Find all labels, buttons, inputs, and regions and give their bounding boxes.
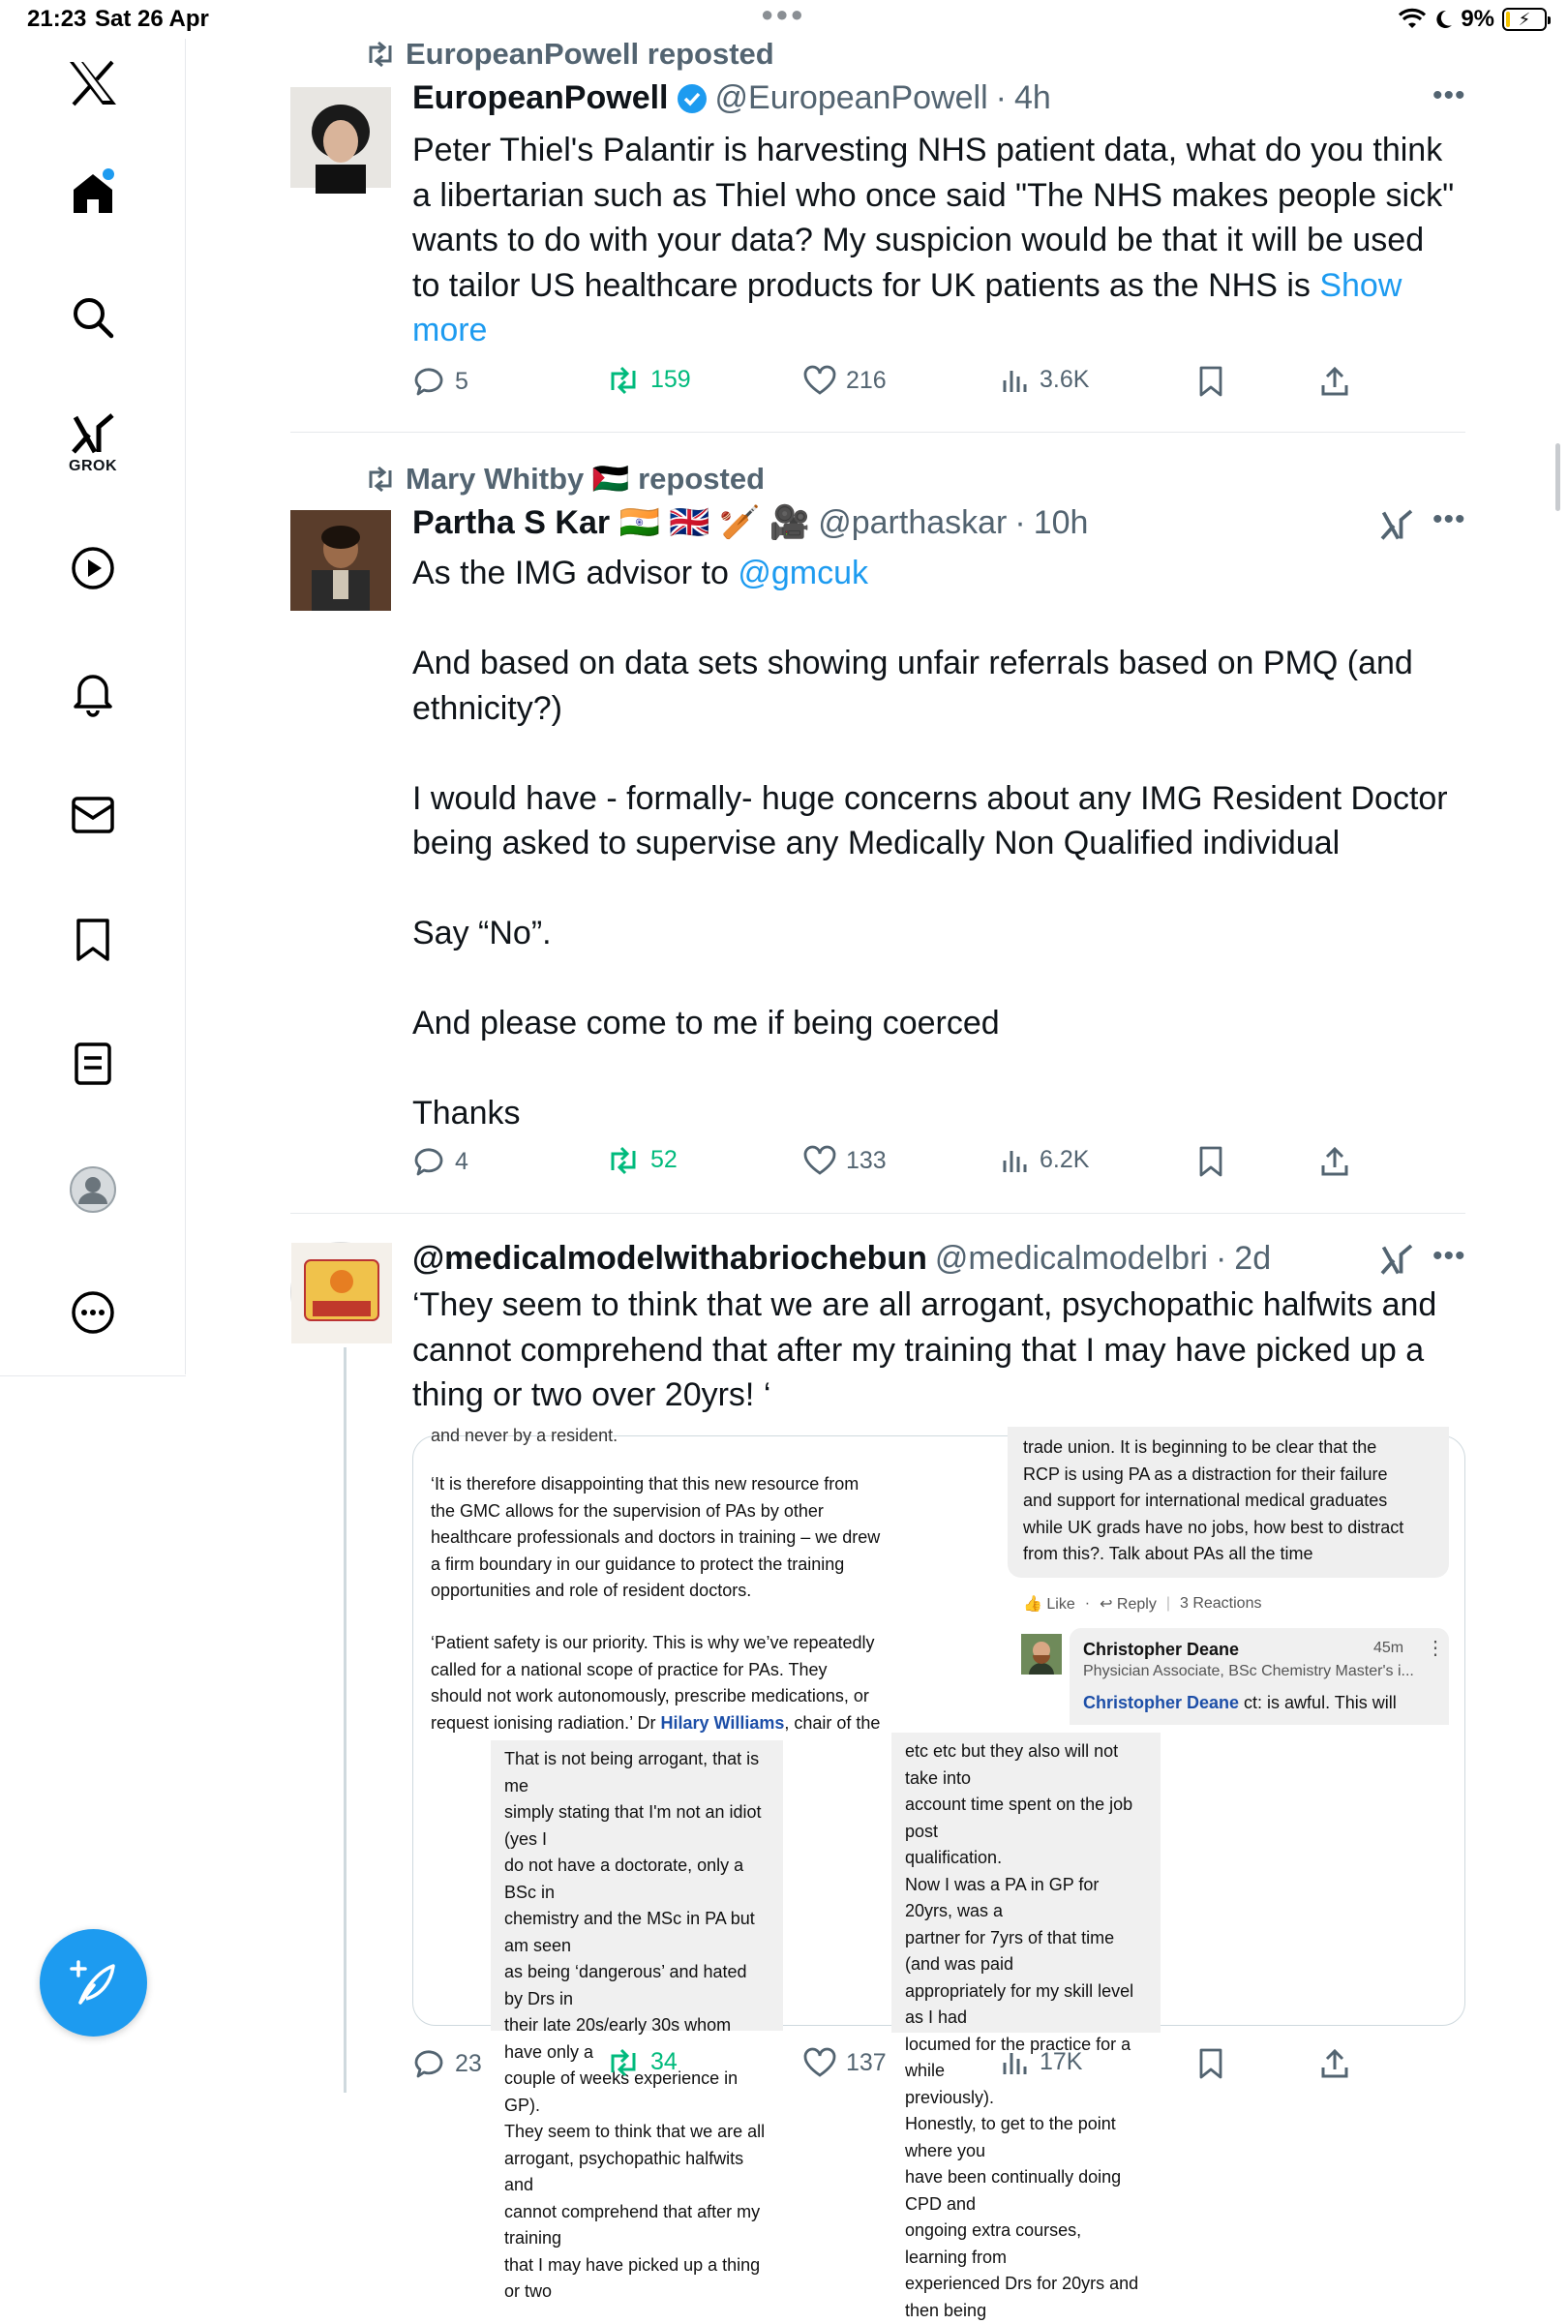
repost-icon bbox=[606, 2049, 641, 2076]
scrollbar-thumb[interactable] bbox=[1555, 443, 1560, 511]
like-count: 133 bbox=[846, 1146, 887, 1174]
avatar-photo bbox=[290, 87, 391, 188]
reply-icon bbox=[412, 366, 445, 397]
view-count: 3.6K bbox=[1040, 366, 1090, 393]
media-left-para-2-text: ‘Patient safety is our priority. This is why we’ve repeatedly called for a national scope of practice for PAs. They should not work autonomously, prescribe medications, or request ionising radiation.’ Dr bbox=[431, 1633, 875, 1733]
media-left-para-1: ‘It is therefore disappointing that this new resource from the GMC allows for the supervision of PAs by other healthcare professionals and doctors in training – we drew a firm boundary in our guidance to protect the training opportunities and role of resident doctors. bbox=[431, 1474, 881, 1600]
post-text bbox=[412, 128, 1477, 353]
post-time[interactable]: 2d bbox=[1234, 1240, 1272, 1277]
sidebar-item-grok[interactable] bbox=[0, 413, 186, 475]
view-count: 17K bbox=[1040, 2048, 1083, 2075]
post-actions bbox=[412, 366, 1380, 405]
avatar-logo bbox=[291, 1243, 392, 1343]
sidebar-item-explore[interactable] bbox=[0, 295, 186, 340]
media-commenter-line bbox=[1083, 1690, 1397, 1717]
battery-icon: ⚡ bbox=[1502, 8, 1547, 31]
author-name[interactable]: Partha S Kar 🇮🇳 🇬🇧 🏏 🎥 bbox=[412, 504, 811, 541]
profile-icon bbox=[69, 1165, 117, 1214]
repost-button[interactable] bbox=[606, 1146, 678, 1174]
share-icon bbox=[1320, 1146, 1349, 1177]
media-reply: ↩ Reply bbox=[1100, 1596, 1157, 1613]
media-name-link: Hilary Williams bbox=[660, 1712, 785, 1733]
reply-button[interactable] bbox=[412, 366, 468, 397]
author-name[interactable]: @medicalmodelwithabriochebun bbox=[412, 1240, 927, 1277]
mention-link[interactable]: @gmcuk bbox=[738, 555, 869, 591]
share-icon bbox=[1320, 366, 1349, 397]
share-button[interactable] bbox=[1320, 2048, 1349, 2079]
sidebar-item-profile[interactable] bbox=[0, 1165, 186, 1214]
play-icon bbox=[71, 546, 115, 590]
more-icon bbox=[71, 1290, 115, 1335]
media-commenter-avatar bbox=[1021, 1634, 1062, 1675]
grok-explain-button[interactable] bbox=[1379, 1244, 1414, 1282]
bookmark-button[interactable] bbox=[1198, 366, 1223, 397]
x-logo[interactable] bbox=[0, 60, 186, 106]
media-left-para-2-end: , chair of the bbox=[784, 1712, 881, 1733]
media-comment-actions bbox=[1023, 1594, 1261, 1614]
avatar[interactable] bbox=[290, 510, 391, 611]
post-actions bbox=[412, 1146, 1380, 1185]
media-comment-top-right: trade union. It is beginning to be clear that the RCP is using PA as a distraction for their failure and support for international medical graduates while UK grads have no jobs, how best to distract from this?. Talk about PAs all the time bbox=[1008, 1427, 1449, 1578]
author-name[interactable]: EuropeanPowell bbox=[412, 79, 669, 116]
repost-button[interactable] bbox=[606, 366, 691, 394]
repost-icon bbox=[365, 42, 396, 67]
bookmark-button[interactable] bbox=[1198, 1146, 1223, 1177]
search-icon bbox=[71, 295, 115, 340]
views-icon bbox=[1001, 367, 1030, 394]
like-button[interactable] bbox=[803, 366, 887, 395]
media-commenter-name: Christopher Deane bbox=[1083, 1640, 1240, 1659]
avatar[interactable] bbox=[290, 1242, 391, 1343]
status-bar bbox=[0, 0, 1568, 39]
repost-count: 52 bbox=[650, 1146, 678, 1173]
sidebar-item-lists[interactable] bbox=[0, 1041, 186, 1086]
repost-by[interactable]: EuropeanPowell reposted bbox=[406, 37, 774, 71]
show-more-link-cont[interactable]: more bbox=[412, 312, 488, 348]
like-button[interactable] bbox=[803, 2048, 887, 2077]
sidebar-item-more[interactable] bbox=[0, 1290, 186, 1335]
reply-count: 4 bbox=[455, 1147, 468, 1175]
grok-icon bbox=[70, 413, 116, 456]
post-header bbox=[412, 79, 1051, 117]
media-commenter-title: Physician Associate, BSc Chemistry Master's i... bbox=[1083, 1663, 1414, 1679]
author-handle[interactable]: @parthaskar bbox=[818, 503, 1008, 541]
thread-connector bbox=[344, 1347, 347, 2093]
compose-button[interactable] bbox=[40, 1929, 147, 2037]
media-left-para-2 bbox=[431, 1630, 973, 1733]
like-button[interactable] bbox=[803, 1146, 887, 1175]
mail-icon bbox=[71, 796, 115, 834]
media-commenter-mention: Christopher Deane bbox=[1083, 1693, 1240, 1712]
repost-by[interactable]: Mary Whitby 🇵🇸 reposted bbox=[406, 462, 766, 496]
repost-count: 34 bbox=[650, 2048, 678, 2075]
repost-indicator bbox=[365, 461, 765, 497]
multitask-dots-icon[interactable]: ●●● bbox=[761, 2, 805, 26]
post-more-button[interactable]: ••• bbox=[1432, 503, 1466, 535]
reply-icon bbox=[412, 1146, 445, 1177]
status-time: 21:23 bbox=[27, 6, 87, 32]
bell-icon bbox=[71, 670, 115, 716]
views-button[interactable] bbox=[1001, 1146, 1089, 1174]
repost-button[interactable] bbox=[606, 2048, 678, 2076]
post-time[interactable]: 4h bbox=[1013, 79, 1051, 116]
status-date: Sat 26 Apr bbox=[95, 6, 209, 32]
moon-icon bbox=[1433, 9, 1453, 30]
repost-icon bbox=[606, 367, 641, 394]
sidebar-item-bookmarks[interactable] bbox=[0, 918, 186, 962]
share-button[interactable] bbox=[1320, 366, 1349, 397]
header-separator: · bbox=[995, 79, 1007, 116]
media-comment-bottom-left: That is not being arrogant, that is me simply stating that I'm not an idiot (yes I do not have a doctorate, only a BSc in chemistry and the MSc in PA but am seen as being ‘dangerous’ and hated by Drs in their late 20s/early 30s whom have only a couple of weeks experience in GP). They seem to think that we are all arrogant, psychopathic halfwits and cannot comprehend that after my training that I may have picked up a thing or two bbox=[491, 1740, 783, 2031]
repost-icon bbox=[365, 467, 396, 492]
sidebar-item-messages[interactable] bbox=[0, 796, 186, 834]
share-icon bbox=[1320, 2048, 1349, 2079]
share-button[interactable] bbox=[1320, 1146, 1349, 1177]
sidebar-item-home[interactable] bbox=[0, 170, 186, 217]
heart-icon bbox=[803, 2048, 836, 2077]
list-icon bbox=[74, 1041, 112, 1086]
media-reactions: 3 Reactions bbox=[1179, 1595, 1262, 1612]
heart-icon bbox=[803, 366, 836, 395]
post-text-body: Peter Thiel's Palantir is harvesting NHS patient data, what do you think a libertarian such as Thiel who once said "The NHS makes people sick" wants to do with your data? My suspicion would be that it will be used to tailor US healthcare products for UK patients as the NHS is bbox=[412, 132, 1455, 304]
verified-badge-icon bbox=[677, 83, 708, 114]
media-commenter-more-icon: ⋮ bbox=[1426, 1638, 1445, 1659]
grok-explain-button[interactable] bbox=[1379, 509, 1414, 547]
views-button[interactable] bbox=[1001, 366, 1089, 394]
post-header bbox=[412, 503, 1088, 542]
bookmark-icon bbox=[1198, 366, 1223, 397]
grok-label: GROK bbox=[69, 458, 117, 474]
bookmark-icon bbox=[75, 918, 111, 962]
avatar[interactable] bbox=[290, 87, 391, 188]
views-icon bbox=[1001, 1147, 1030, 1174]
wifi-icon bbox=[1399, 9, 1426, 30]
heart-icon bbox=[803, 1146, 836, 1175]
repost-indicator bbox=[365, 37, 774, 72]
post-text bbox=[412, 551, 1477, 1136]
compose-feather-icon bbox=[69, 1958, 119, 2008]
header-separator: · bbox=[1014, 503, 1026, 541]
post-more-button[interactable]: ••• bbox=[1432, 1240, 1466, 1272]
sidebar-divider bbox=[0, 1375, 186, 1376]
home-notification-dot bbox=[103, 168, 114, 180]
post-actions bbox=[412, 2048, 1380, 2087]
battery-percent: 9% bbox=[1461, 6, 1494, 32]
media-top-cut: and never by a resident. bbox=[431, 1426, 618, 1445]
post-divider bbox=[290, 1213, 1465, 1214]
author-handle[interactable]: @medicalmodelbri bbox=[934, 1240, 1208, 1277]
views-icon bbox=[1001, 2049, 1030, 2076]
x-logo-icon bbox=[68, 60, 118, 106]
bookmark-icon bbox=[1198, 2048, 1223, 2079]
avatar-photo bbox=[290, 510, 391, 611]
view-count: 6.2K bbox=[1040, 1146, 1090, 1173]
post-header bbox=[412, 1240, 1271, 1278]
media-commenter-time: 45m bbox=[1373, 1640, 1404, 1656]
reply-icon bbox=[412, 2048, 445, 2079]
media-separator: | bbox=[1165, 1595, 1170, 1612]
show-more-link[interactable]: Show bbox=[1319, 266, 1402, 304]
post-text-prefix: As the IMG advisor to bbox=[412, 555, 739, 591]
reply-count: 23 bbox=[455, 2049, 482, 2077]
grok-icon bbox=[1379, 509, 1414, 542]
grok-icon bbox=[1379, 1244, 1414, 1277]
reply-count: 5 bbox=[455, 367, 468, 395]
post-text: ‘They seem to think that we are all arrogant, psychopathic halfwits and cannot comprehend that after my training that I may have picked up a thing or two over 20yrs! ‘ bbox=[412, 1286, 1437, 1413]
reply-button[interactable] bbox=[412, 1146, 468, 1177]
like-count: 137 bbox=[846, 2048, 887, 2076]
bookmark-button[interactable] bbox=[1198, 2048, 1223, 2079]
like-count: 216 bbox=[846, 366, 887, 394]
media-dot: · bbox=[1084, 1595, 1091, 1612]
sidebar-item-video[interactable] bbox=[0, 546, 186, 590]
repost-count: 159 bbox=[650, 366, 691, 393]
sidebar-item-notifications[interactable] bbox=[0, 670, 186, 716]
media-commenter-line-text: ct: is awful. This will bbox=[1239, 1693, 1397, 1712]
post-divider bbox=[290, 432, 1465, 433]
post-text-body: And based on data sets showing unfair referrals based on PMQ (and ethnicity?) I would have - formally- huge concerns about any IMG Resident Doctor being asked to supervise any Medically Non Qualified individual Say “No”. And please come to me if being coerced Thanks bbox=[412, 645, 1448, 1132]
header-separator: · bbox=[1215, 1240, 1227, 1277]
post-more-button[interactable]: ••• bbox=[1432, 79, 1466, 111]
media-like: 👍 Like bbox=[1023, 1596, 1075, 1613]
bookmark-icon bbox=[1198, 1146, 1223, 1177]
media-comment-bottom-right: etc etc but they also will not take into account time spent on the job post qualification. Now I was a PA in GP for 20yrs, was a partner for 7yrs of that time (and was paid appropriately for my skill level as I had locumed for the practice for a while previously). Honestly, to get to the point where you have been continually doing CPD and ongoing extra courses, learning from experienced Drs for 20yrs and then being bbox=[891, 1733, 1161, 2033]
post-time[interactable]: 10h bbox=[1033, 503, 1089, 541]
reply-button[interactable] bbox=[412, 2048, 482, 2079]
repost-icon bbox=[606, 1147, 641, 1174]
status-icons bbox=[1399, 6, 1547, 33]
author-handle[interactable]: @EuropeanPowell bbox=[714, 79, 988, 116]
views-button[interactable] bbox=[1001, 2048, 1082, 2076]
